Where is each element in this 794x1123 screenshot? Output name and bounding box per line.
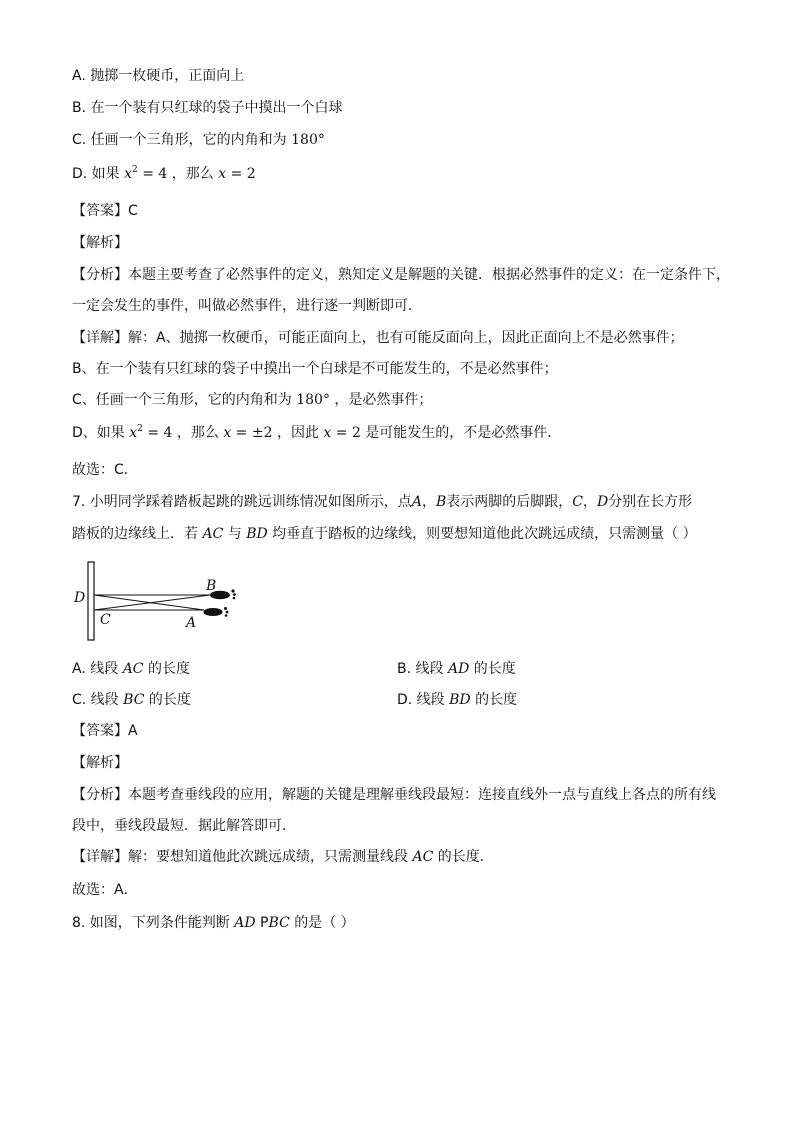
q8-stem-text: 8. 如图，下列条件能判断 [72,915,235,931]
q6-answer [72,201,138,221]
q7-option-c-seg: BC [123,692,145,708]
q7-option-a-post: 的长度 [143,661,190,677]
q6-detail-line4-a: D、如果 [72,425,130,441]
q7-figure-board [88,562,94,640]
q6-option-c [72,130,325,150]
q7-stem-text-d: ， [582,494,597,510]
q6-option-d-mid: = 4 ，那么 [137,166,219,182]
q7-stem2-text-b: 与 [223,526,247,542]
q6-option-b: B. 在一个装有只红球的袋子中摸出一个白球 [72,100,343,116]
q7-seg-ac: AC [202,526,224,542]
q8-seg-bc: BC [268,915,290,931]
q7-seg-bd: BD [246,526,268,542]
q7-option-a [72,659,190,679]
q6-detail-line4-var3: x [323,425,332,441]
q6-option-c-text: C. 任画一个三角形，它的内角和为 [72,132,292,148]
footprint-icon [204,607,229,617]
q7-option-d-seg: BD [449,692,471,708]
q6-detail-line1: 【详解】解：A、抛掷一枚硬币，可能正面向上，也有可能反面向上，因此正面向上不是必然事件； [72,330,684,346]
q7-detail [72,847,494,867]
q6-option-d-end: = 2 [226,166,256,182]
q7-stem-text-b: ， [421,494,436,510]
q7-fenxi-line1: 【分析】本题考查垂线段的应用，解题的关键是理解垂线段最短：连接直线外一点与直线上各点的所有线 [72,787,716,803]
q7-option-a-text: A. 线段 [72,661,123,677]
q7-figure-label-a: A [186,615,197,631]
q7-stem2-text-c: 均垂直于踏板的边缘线，则要想知道他此次跳远成绩，只需测量（ ） [267,526,697,542]
q7-option-c-post: 的长度 [144,692,191,708]
q7-stem-text-c: 表示两脚的后脚跟， [446,494,573,510]
q6-answer-label: 【答案】 [72,203,128,219]
q6-detail-line4-var: x [129,425,138,441]
q6-analysis-label: 【解析】 [72,235,128,251]
q7-figure-label-c: C [100,612,111,628]
q6-detail-line4-b: = 4 ，那么 [142,425,224,441]
q7-detail-post: 的长度． [433,849,494,865]
q7-analysis-label: 【解析】 [72,755,128,771]
q6-detail-line4-d: = 2 是可能发生的，不是必然事件． [331,425,562,441]
q6-choose: 故选：C． [72,462,138,478]
q7-stem-line1 [72,492,692,512]
q6-option-c-angle: 180° [291,132,325,148]
q6-detail-line4-c: = ±2 ，因此 [231,425,324,441]
q7-option-d [397,690,517,710]
q7-choose: 故选：A． [72,882,138,898]
q7-figure [72,556,252,648]
q6-answer-value: C [128,203,138,219]
q7-option-d-post: 的长度 [470,692,518,708]
q7-option-b-seg: AD [447,661,470,677]
q7-point-d: D [596,494,609,510]
q6-detail-line2: B、在一个装有只红球的袋子中摸出一个白球是不可能发生的，不是必然事件； [72,361,558,377]
q6-option-d-exp: 2 [132,165,138,175]
q7-answer-value: A [128,723,138,739]
q7-option-b [397,659,516,679]
q7-point-c: C [572,494,583,510]
q6-detail-line3-post: ，是必然事件； [329,392,433,408]
q6-detail-line4-var2: x [223,425,232,441]
q7-detail-text: 【详解】解：要想知道他此次跳远成绩，只需测量线段 [72,849,413,865]
q7-detail-seg: AC [412,849,434,865]
q7-option-b-text: B. 线段 [397,661,448,677]
q7-answer-label: 【答案】 [72,723,128,739]
q7-point-a: A [411,494,422,510]
q8-stem-post: 的是（ ） [289,915,355,931]
q8-seg-ad: AD [234,915,256,931]
q6-option-d [72,164,256,184]
q6-option-d-var2: x [218,166,227,182]
q6-option-a: A. 抛掷一枚硬币，正面向上 [72,68,245,84]
q6-fenxi-line1: 【分析】本题主要考查了必然事件的定义，熟知定义是解题的关键．根据必然事件的定义：在一定条件下， [72,267,730,283]
q7-fenxi-line2: 段中，垂线段最短．据此解答即可． [72,818,296,834]
q7-figure-label-d: D [74,590,86,606]
q7-point-b: B [435,494,447,510]
q6-detail-line4 [72,423,561,443]
q6-detail-line4-exp: 2 [137,424,143,434]
q7-option-d-text: D. 线段 [397,692,450,708]
q6-fenxi-line2: 一定会发生的事件，叫做必然事件，进行逐一判断即可． [72,298,422,314]
q7-option-a-seg: AC [122,661,144,677]
q8-parallel-symbol: P [255,915,269,931]
q7-option-c-text: C. 线段 [72,692,124,708]
q8-stem [72,913,355,933]
q7-stem-line2 [72,524,697,544]
q6-option-d-var: x [124,166,133,182]
q7-option-b-post: 的长度 [469,661,516,677]
q6-detail-line3-text: C、任画一个三角形，它的内角和为 [72,392,297,408]
q6-detail-line3-angle: 180° [296,392,330,408]
q7-figure-label-b: B [206,578,217,594]
q7-answer [72,721,138,741]
q7-option-c [72,690,191,710]
q6-detail-line3 [72,390,432,410]
q7-stem2-text-a: 踏板的边缘线上．若 [72,526,203,542]
q7-stem-text-a: 7. 小明同学踩着踏板起跳的跳远训练情况如图所示，点 [72,494,412,510]
q7-stem-text-e: 分别在长方形 [608,494,693,510]
q6-option-d-text: D. 如果 [72,166,125,182]
